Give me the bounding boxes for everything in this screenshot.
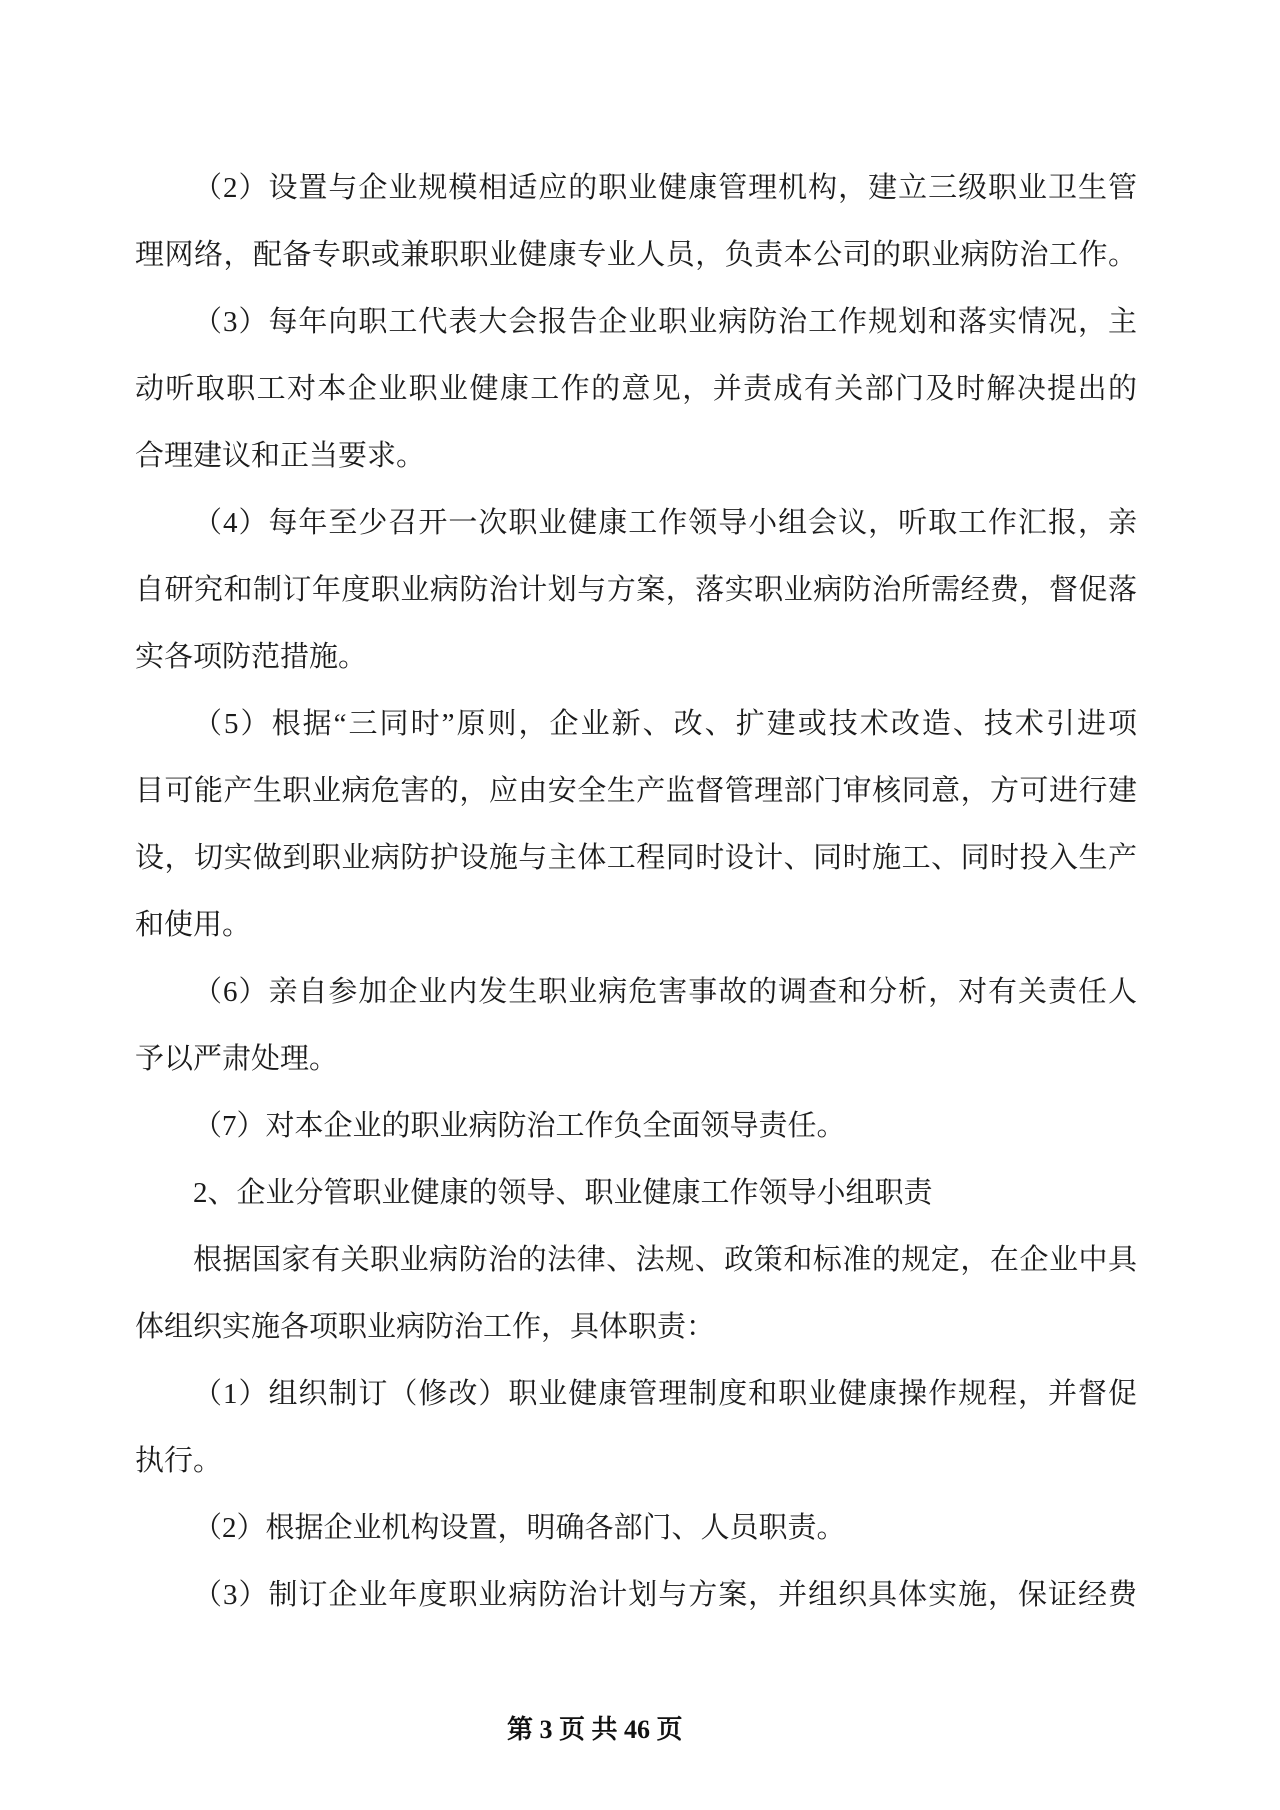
text-line: 根据国家有关职业病防治的法律、法规、政策和标准的规定，在企业中具 [193, 1244, 1137, 1276]
text-line: （3）每年向职工代表大会报告企业职业病防治工作规划和落实情况，主 [193, 306, 1137, 338]
text-line: 执行。 [135, 1445, 223, 1477]
text-line: （5）根据“三同时”原则，企业新、改、扩建或技术改造、技术引进项 [193, 708, 1137, 740]
text-line: 动听取职工对本企业职业健康工作的意见，并责成有关部门及时解决提出的 [135, 373, 1137, 405]
text-line: 实各项防范措施。 [135, 641, 368, 673]
text-line: 自研究和制订年度职业病防治计划与方案，落实职业病防治所需经费，督促落 [135, 574, 1137, 606]
text-line: 予以严肃处理。 [135, 1043, 339, 1075]
document-body [135, 155, 1137, 1629]
text-line: （6）亲自参加企业内发生职业病危害事故的调查和分析，对有关责任人 [193, 976, 1137, 1008]
page-number-text: 第 3 页 共 46 页 [507, 1715, 683, 1744]
text-line: （1）组织制订（修改）职业健康管理制度和职业健康操作规程，并督促 [193, 1378, 1137, 1410]
text-line: （2）根据企业机构设置，明确各部门、人员职责。 [193, 1512, 846, 1544]
text-line: 目可能产生职业病危害的，应由安全生产监督管理部门审核同意，方可进行建 [135, 775, 1137, 807]
text-line: （3）制订企业年度职业病防治计划与方案，并组织具体实施，保证经费 [193, 1579, 1137, 1611]
text-line: 2、企业分管职业健康的领导、职业健康工作领导小组职责 [193, 1177, 933, 1209]
text-line: 理网络，配备专职或兼职职业健康专业人员，负责本公司的职业病防治工作。 [135, 239, 1137, 271]
page-footer [481, 1679, 683, 1776]
text-line: 体组织实施各项职业病防治工作，具体职责： [135, 1311, 716, 1343]
text-line: （2）设置与企业规模相适应的职业健康管理机构，建立三级职业卫生管 [193, 172, 1137, 204]
text-line: （4）每年至少召开一次职业健康工作领导小组会议，听取工作汇报，亲 [193, 507, 1137, 539]
text-line: 设，切实做到职业病防护设施与主体工程同时设计、同时施工、同时投入生产 [135, 842, 1137, 874]
text-line: 合理建议和正当要求。 [135, 440, 426, 472]
text-line: （7）对本企业的职业病防治工作负全面领导责任。 [193, 1110, 846, 1142]
text-line: 和使用。 [135, 909, 252, 941]
